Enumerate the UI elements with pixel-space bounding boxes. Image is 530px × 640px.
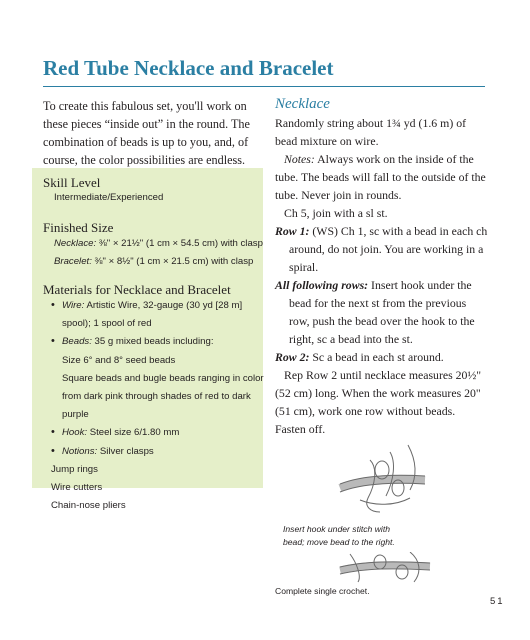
size-bracelet-value: ⅜" × 8½" (1 cm × 21.5 cm) with clasp bbox=[94, 256, 254, 267]
size-necklace bbox=[54, 238, 263, 249]
row1-line1 bbox=[275, 222, 487, 240]
wire-label: Wire: bbox=[62, 300, 85, 311]
beads-line3: Square beads and bugle beads ranging in color bbox=[62, 373, 264, 384]
title-rule bbox=[43, 86, 485, 87]
figure1-caption-line2: bead; move bead to the right. bbox=[283, 537, 395, 547]
skill-level-value: Intermediate/Experienced bbox=[54, 192, 164, 203]
allrows-line4: right, sc a bead into the st. bbox=[289, 332, 413, 346]
size-bracelet bbox=[54, 256, 253, 267]
wire-line2: spool); 1 spool of red bbox=[62, 318, 152, 329]
notion-wire-cutters: Wire cutters bbox=[51, 482, 103, 493]
hook-value: Steel size 6/1.80 mm bbox=[89, 427, 180, 438]
beads-label: Beads: bbox=[62, 336, 92, 347]
notion-jump-rings: Jump rings bbox=[51, 464, 98, 475]
notion-pliers: Chain-nose pliers bbox=[51, 500, 126, 511]
repeat-line2: (52 cm) long. When the work measures 20" bbox=[275, 386, 481, 400]
row2-label: Row 2: bbox=[275, 350, 310, 364]
row1-text-1: (WS) Ch 1, sc with a bead in each ch bbox=[312, 224, 488, 238]
notions-label: Notions: bbox=[62, 446, 98, 457]
figure2-caption: Complete single crochet. bbox=[275, 586, 370, 596]
notes-text-1: Always work on the inside of the bbox=[317, 152, 474, 166]
wire-line1: Artistic Wire, 32-gauge (30 yd [28 m] bbox=[86, 300, 243, 311]
row1-label: Row 1: bbox=[275, 224, 310, 238]
materials-wire bbox=[62, 300, 242, 311]
figure1-caption-line1: Insert hook under stitch with bbox=[283, 524, 390, 534]
intro-paragraph: To create this fabulous set, you'll work on these pieces “inside out” in the round. The combination of beads is up to you, and, of course, the color possibilities are endless. bbox=[43, 99, 250, 167]
row2-line1 bbox=[275, 348, 444, 366]
notes-line3: tube. Never join in rounds. bbox=[275, 188, 402, 202]
page-title: Red Tube Necklace and Bracelet bbox=[43, 56, 334, 80]
allrows-text-1: Insert hook under the bbox=[371, 278, 472, 292]
size-bracelet-label: Bracelet: bbox=[54, 256, 92, 267]
beads-line5: purple bbox=[62, 409, 89, 420]
repeat-line4: Fasten off. bbox=[275, 422, 326, 436]
materials-notions bbox=[62, 446, 154, 457]
materials-beads bbox=[62, 336, 213, 347]
materials-hook bbox=[62, 427, 179, 438]
notes-line1 bbox=[284, 150, 474, 168]
crochet-illustration-1 bbox=[320, 440, 440, 520]
allrows-line1 bbox=[275, 276, 472, 294]
hook-label: Hook: bbox=[62, 427, 88, 438]
size-necklace-value: ⅜" × 21½" (1 cm × 54.5 cm) with clasp bbox=[98, 238, 263, 249]
repeat-line1: Rep Row 2 until necklace measures 20½" bbox=[284, 368, 482, 382]
beads-line2: Size 6° and 8° seed beads bbox=[62, 355, 176, 366]
allrows-line2: bead for the next st from the previous bbox=[289, 296, 467, 310]
necklace-heading: Necklace bbox=[275, 96, 330, 112]
notes-label: Notes: bbox=[284, 152, 315, 166]
necklace-line2: bead mixture on wire. bbox=[275, 134, 379, 148]
materials-heading: Materials for Necklace and Bracelet bbox=[43, 282, 231, 297]
beads-line1: 35 g mixed beads including: bbox=[94, 336, 214, 347]
skill-level-heading: Skill Level bbox=[43, 175, 101, 190]
page-number: 51 bbox=[490, 596, 505, 607]
beads-line4: from dark pink through shades of red to dark bbox=[62, 391, 251, 402]
allrows-label: All following rows: bbox=[275, 278, 369, 292]
necklace-line1: Randomly string about 1¾ yd (1.6 m) of bbox=[275, 116, 467, 130]
row1-line3: spiral. bbox=[289, 260, 319, 274]
size-necklace-label: Necklace: bbox=[54, 238, 97, 249]
row2-text-1: Sc a bead in each st around. bbox=[312, 350, 444, 364]
allrows-line3: row, push the bead over the hook to the bbox=[289, 314, 475, 328]
row1-line2: around, do not join. You are working in a bbox=[289, 242, 484, 256]
chain-five-line: Ch 5, join with a sl st. bbox=[284, 206, 388, 220]
finished-size-heading: Finished Size bbox=[43, 220, 114, 235]
repeat-line3: (51 cm), work one row without beads. bbox=[275, 404, 456, 418]
notes-line2: tube. The beads will fall to the outside of the bbox=[275, 170, 486, 184]
crochet-illustration-2 bbox=[310, 552, 440, 584]
notions-value: Silver clasps bbox=[99, 446, 154, 457]
